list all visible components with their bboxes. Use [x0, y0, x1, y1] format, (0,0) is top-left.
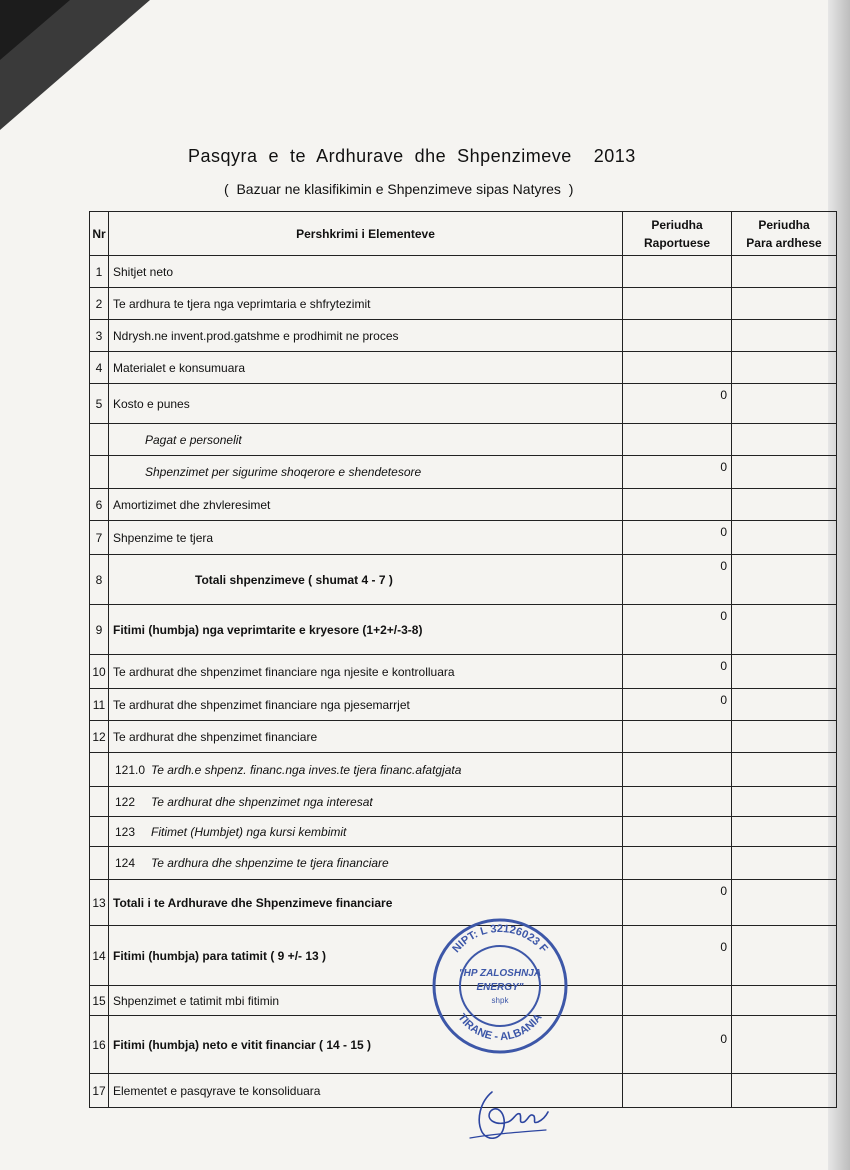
table-row	[90, 817, 837, 847]
table-row	[90, 787, 837, 817]
table-row	[90, 555, 837, 605]
row-previous-value	[732, 847, 837, 880]
table-row	[90, 384, 837, 424]
row-current-value	[623, 1074, 732, 1108]
row-current-value: 0	[623, 1016, 732, 1074]
row-label: Te ardhurat dhe shpenzimet financiare nga pjesemarrjet	[109, 689, 623, 721]
row-label: Shpenzimet per sigurime shoqerore e shendetesore	[109, 456, 623, 489]
row-label-text: Fitimet (Humbjet) nga kursi kembimit	[151, 824, 347, 839]
row-nr: 12	[90, 721, 109, 753]
stamp-top-text: NIPT: L 32126023 F	[450, 922, 550, 956]
row-nr	[90, 456, 109, 489]
row-current-value	[623, 817, 732, 847]
row-previous-value	[732, 456, 837, 489]
row-label: Fitimi (humbja) neto e vitit financiar ( 14 - 15 )	[109, 1016, 623, 1074]
row-nr: 14	[90, 926, 109, 986]
header-period-previous-line1: Periudha	[758, 217, 810, 232]
stamp-center-line1: "HP ZALOSHNJA	[458, 968, 542, 979]
row-previous-value	[732, 489, 837, 521]
header-period-current-line1: Periudha	[651, 217, 703, 232]
row-nr	[90, 817, 109, 847]
row-current-value: 0	[623, 689, 732, 721]
table-row	[90, 847, 837, 880]
row-label-text: Te ardh.e shpenz. financ.nga inves.te tjera financ.afatgjata	[151, 762, 462, 777]
stamp-center-line3: shpk	[491, 996, 509, 1005]
company-stamp	[430, 916, 570, 1056]
row-code: 122	[115, 794, 136, 809]
row-current-value	[623, 489, 732, 521]
row-nr	[90, 753, 109, 787]
row-code: 123	[115, 824, 136, 839]
row-label: Pagat e personelit	[109, 424, 623, 456]
table-row	[90, 352, 837, 384]
row-nr: 6	[90, 489, 109, 521]
table-row	[90, 489, 837, 521]
header-period-previous-line2: Para ardhese	[746, 235, 822, 250]
row-current-value	[623, 787, 732, 817]
table-row	[90, 521, 837, 555]
row-current-value: 0	[623, 521, 732, 555]
table-row	[90, 456, 837, 489]
table-row	[90, 689, 837, 721]
row-previous-value	[732, 986, 837, 1016]
stamp-bottom-text: TIRANE - ALBANIA	[455, 1011, 545, 1044]
header-period-current-line2: Raportuese	[643, 235, 711, 250]
table-row	[90, 424, 837, 456]
row-label: Te ardhurat dhe shpenzimet financiare nga njesite e kontrolluara	[109, 655, 623, 689]
row-label: Totali shpenzimeve ( shumat 4 - 7 )	[109, 555, 623, 605]
row-previous-value	[732, 817, 837, 847]
table-row	[90, 605, 837, 655]
row-nr: 15	[90, 986, 109, 1016]
row-label: Kosto e punes	[109, 384, 623, 424]
row-nr: 5	[90, 384, 109, 424]
row-label: Shpenzimet e tatimit mbi fitimin	[109, 986, 623, 1016]
row-label-text: Te ardhura dhe shpenzime te tjera financiare	[151, 856, 389, 870]
row-current-value: 0	[623, 655, 732, 689]
row-label	[109, 753, 623, 787]
stamp-center-line2: ENERGY"	[476, 982, 524, 993]
row-current-value: 0	[623, 880, 732, 926]
row-previous-value	[732, 926, 837, 986]
header-description: Pershkrimi i Elementeve	[109, 212, 623, 256]
row-current-value	[623, 256, 732, 288]
row-current-value	[623, 986, 732, 1016]
table-row	[90, 256, 837, 288]
header-period-current	[623, 212, 732, 256]
row-current-value: 0	[623, 384, 732, 424]
row-nr: 1	[90, 256, 109, 288]
table-row	[90, 655, 837, 689]
row-label: Amortizimet dhe zhvleresimet	[109, 489, 623, 521]
row-current-value	[623, 288, 732, 320]
row-nr: 7	[90, 521, 109, 555]
row-label: Totali i te Ardhurave dhe Shpenzimeve financiare	[109, 880, 623, 926]
row-previous-value	[732, 605, 837, 655]
row-previous-value	[732, 521, 837, 555]
signature	[462, 1082, 554, 1146]
row-nr: 10	[90, 655, 109, 689]
row-label: Ndrysh.ne invent.prod.gatshme e prodhimit ne proces	[109, 320, 623, 352]
row-label: Te ardhura te tjera nga veprimtaria e shfrytezimit	[109, 288, 623, 320]
scan-shadow-corner-dark	[0, 0, 70, 60]
row-nr: 4	[90, 352, 109, 384]
row-label: Materialet e konsumuara	[109, 352, 623, 384]
document-title: Pasqyra e te Ardhurave dhe Shpenzimeve 2013	[188, 146, 636, 166]
row-previous-value	[732, 320, 837, 352]
row-label	[109, 847, 623, 880]
row-previous-value	[732, 880, 837, 926]
row-nr	[90, 847, 109, 880]
table-row	[90, 288, 837, 320]
row-label: Fitimi (humbja) para tatimit ( 9 +/- 13 )	[109, 926, 623, 986]
row-current-value: 0	[623, 605, 732, 655]
row-code: 121.0	[115, 762, 146, 777]
row-current-value: 0	[623, 555, 732, 605]
row-current-value: 0	[623, 926, 732, 986]
row-previous-value	[732, 1074, 837, 1108]
row-current-value	[623, 424, 732, 456]
row-current-value	[623, 721, 732, 753]
row-label: Shitjet neto	[109, 256, 623, 288]
row-nr: 11	[90, 689, 109, 721]
row-previous-value	[732, 721, 837, 753]
row-label: Shpenzime te tjera	[109, 521, 623, 555]
row-previous-value	[732, 424, 837, 456]
row-nr: 8	[90, 555, 109, 605]
row-nr: 17	[90, 1074, 109, 1108]
row-current-value: 0	[623, 456, 732, 489]
row-previous-value	[732, 655, 837, 689]
row-current-value	[623, 847, 732, 880]
table-row	[90, 753, 837, 787]
row-nr	[90, 787, 109, 817]
row-current-value	[623, 352, 732, 384]
row-label	[109, 787, 623, 817]
row-label: Te ardhurat dhe shpenzimet financiare	[109, 721, 623, 753]
table-header-row	[90, 212, 837, 256]
header-period-previous	[732, 212, 837, 256]
row-label: Elementet e pasqyrave te konsoliduara	[109, 1074, 623, 1108]
row-nr: 13	[90, 880, 109, 926]
table-row	[90, 721, 837, 753]
row-previous-value	[732, 555, 837, 605]
row-previous-value	[732, 689, 837, 721]
row-previous-value	[732, 753, 837, 787]
row-previous-value	[732, 1016, 837, 1074]
header-nr: Nr	[90, 212, 109, 256]
table-row	[90, 320, 837, 352]
row-nr	[90, 424, 109, 456]
row-current-value	[623, 320, 732, 352]
row-previous-value	[732, 352, 837, 384]
row-nr: 2	[90, 288, 109, 320]
row-label-text: Te ardhurat dhe shpenzimet nga interesat	[151, 794, 373, 809]
row-previous-value	[732, 384, 837, 424]
row-nr: 3	[90, 320, 109, 352]
signature-stroke	[479, 1092, 548, 1138]
row-nr: 9	[90, 605, 109, 655]
row-current-value	[623, 753, 732, 787]
row-previous-value	[732, 256, 837, 288]
row-code: 124	[115, 856, 136, 870]
row-previous-value	[732, 787, 837, 817]
row-nr: 16	[90, 1016, 109, 1074]
row-previous-value	[732, 288, 837, 320]
document-subtitle: ( Bazuar ne klasifikimin e Shpenzimeve sipas Natyres )	[224, 181, 574, 197]
row-label	[109, 817, 623, 847]
row-label: Fitimi (humbja) nga veprimtarite e kryesore (1+2+/-3-8)	[109, 605, 623, 655]
